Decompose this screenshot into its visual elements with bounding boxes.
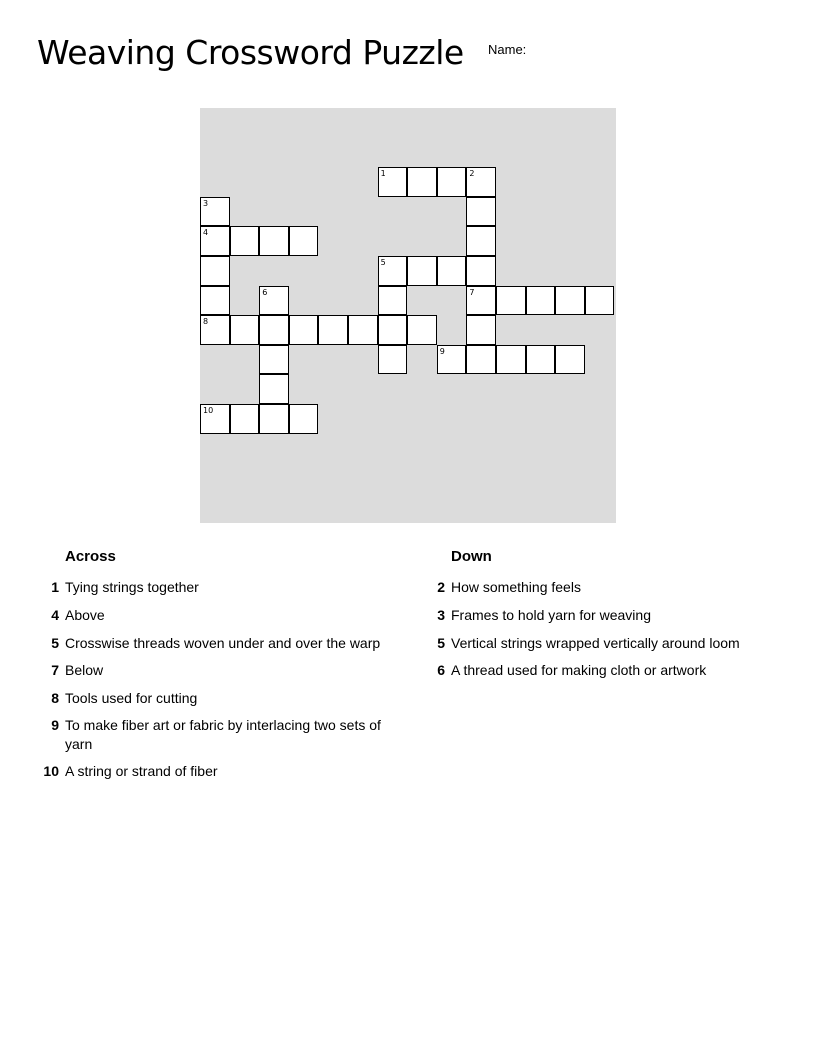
crossword-cell[interactable] <box>289 226 319 256</box>
clue-text: Crosswise threads woven under and over the warp <box>65 635 381 651</box>
crossword-cell[interactable] <box>526 286 556 316</box>
crossword-cell[interactable] <box>378 315 408 345</box>
cell-number: 8 <box>203 317 209 327</box>
clue-text: A thread used for making cloth or artwork <box>451 662 707 678</box>
crossword-cell[interactable] <box>496 286 526 316</box>
name-label: Name: <box>488 42 527 57</box>
crossword-cell[interactable] <box>378 286 408 316</box>
clue-number: 7 <box>51 662 59 678</box>
cell-number: 10 <box>203 406 214 415</box>
crossword-cell[interactable] <box>437 167 467 197</box>
crossword-cell[interactable] <box>555 345 585 375</box>
crossword-cell[interactable] <box>200 226 230 256</box>
crossword-cell[interactable] <box>466 315 496 345</box>
crossword-cell[interactable] <box>526 345 556 375</box>
crossword-cell[interactable] <box>200 315 230 345</box>
cell-number: 2 <box>469 169 475 179</box>
across-heading: Across <box>65 548 116 565</box>
crossword-cell[interactable] <box>555 286 585 316</box>
crossword-cell[interactable] <box>259 315 289 345</box>
crossword-cell[interactable] <box>466 286 496 316</box>
crossword-grid <box>200 108 616 523</box>
clue-number: 5 <box>51 635 59 651</box>
clue-number: 5 <box>437 635 445 651</box>
crossword-cell[interactable] <box>230 404 260 434</box>
crossword-cell[interactable] <box>466 256 496 286</box>
crossword-cell[interactable] <box>259 404 289 434</box>
crossword-cell[interactable] <box>466 226 496 256</box>
crossword-cell[interactable] <box>378 256 408 286</box>
crossword-cell[interactable] <box>259 226 289 256</box>
clue-text: Vertical strings wrapped vertically around loom <box>451 635 740 651</box>
clue-number: 9 <box>51 717 59 733</box>
clue-number: 2 <box>437 579 445 595</box>
crossword-cell[interactable] <box>200 256 230 286</box>
crossword-cell[interactable] <box>259 374 289 404</box>
clue-text: Tools used for cutting <box>65 690 198 706</box>
crossword-cell[interactable] <box>466 345 496 375</box>
cell-number: 1 <box>380 169 386 179</box>
clue-text: Tying strings together <box>65 579 199 595</box>
cell-number: 5 <box>380 258 386 267</box>
cell-number: 4 <box>203 228 209 238</box>
clue-text: Above <box>65 607 105 623</box>
crossword-cell[interactable] <box>496 345 526 375</box>
crossword-cell[interactable] <box>318 315 348 345</box>
crossword-cell[interactable] <box>437 256 467 286</box>
crossword-cell[interactable] <box>466 197 496 227</box>
crossword-cell[interactable] <box>259 345 289 375</box>
crossword-cell[interactable] <box>289 315 319 345</box>
clue-text: A string or strand of fiber <box>65 763 218 779</box>
cell-number: 7 <box>469 287 475 297</box>
page-title: Weaving Crossword Puzzle <box>37 33 464 72</box>
crossword-cell[interactable] <box>585 286 615 316</box>
down-heading: Down <box>451 548 492 565</box>
clue-text: Frames to hold yarn for weaving <box>451 607 651 623</box>
clue-number: 1 <box>51 579 59 595</box>
crossword-cell[interactable] <box>378 167 408 197</box>
crossword-cell[interactable] <box>289 404 319 434</box>
crossword-cell[interactable] <box>200 197 230 227</box>
clue-number: 3 <box>437 607 445 623</box>
crossword-cell[interactable] <box>200 404 230 434</box>
clue-text: How something feels <box>451 579 581 595</box>
cell-number: 6 <box>262 287 268 297</box>
clue-number: 10 <box>43 763 59 779</box>
crossword-cell[interactable] <box>407 315 437 345</box>
crossword-cell[interactable] <box>437 345 467 375</box>
cell-number: 9 <box>439 346 445 356</box>
crossword-cell[interactable] <box>407 256 437 286</box>
clue-text: Below <box>65 662 104 678</box>
crossword-cell[interactable] <box>378 345 408 375</box>
crossword-cell[interactable] <box>407 167 437 197</box>
crossword-cell[interactable] <box>466 167 496 197</box>
crossword-cell[interactable] <box>348 315 378 345</box>
clue-text: To make fiber art or fabric by interlacing two sets of yarn <box>65 717 381 752</box>
cell-number: 3 <box>203 198 209 208</box>
crossword-cell[interactable] <box>230 226 260 256</box>
clue-number: 4 <box>51 607 59 623</box>
crossword-cell[interactable] <box>200 286 230 316</box>
crossword-cell[interactable] <box>230 315 260 345</box>
clue-number: 6 <box>437 662 445 678</box>
clue-number: 8 <box>51 690 59 706</box>
crossword-cell[interactable] <box>259 286 289 316</box>
